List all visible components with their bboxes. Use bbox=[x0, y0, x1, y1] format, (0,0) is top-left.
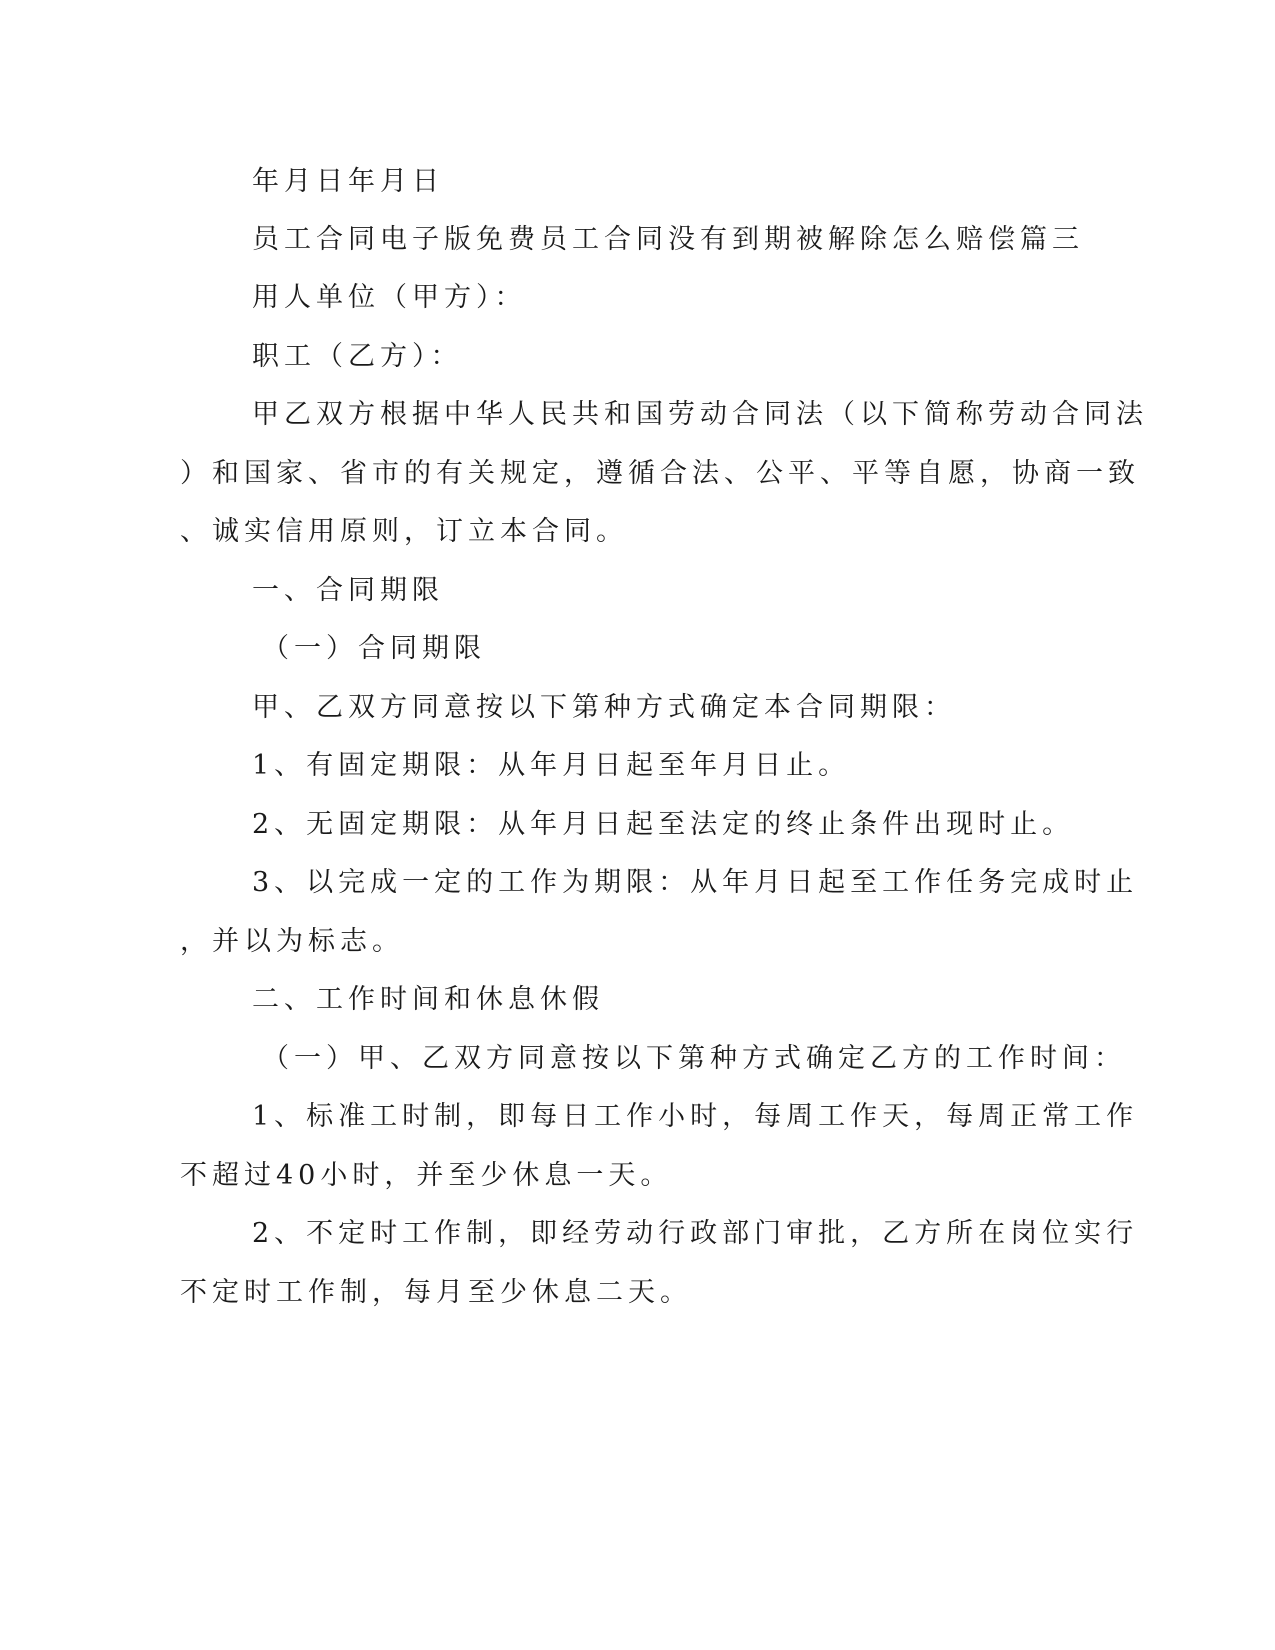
preamble-line-2: ）和国家、省市的有关规定，遵循合法、公平、平等自愿，协商一致 bbox=[180, 458, 1140, 489]
hours-option-1-line-1: 1、标准工时制，即每日工作小时，每周工作天，每周正常工作 bbox=[252, 1101, 1139, 1132]
document-title: 员工合同电子版免费员工合同没有到期被解除怎么赔偿篇三 bbox=[252, 224, 1084, 255]
term-option-2: 2、无固定期限：从年月日起至法定的终止条件出现时止。 bbox=[252, 809, 1075, 840]
employee-field-label: 职工（乙方）： bbox=[252, 341, 463, 372]
date-line: 年月日年月日 bbox=[252, 166, 444, 197]
term-option-3-line-1: 3、以完成一定的工作为期限：从年月日起至工作任务完成时止 bbox=[252, 867, 1139, 898]
term-option-3-line-2: ，并以为标志。 bbox=[180, 926, 404, 957]
subsection-heading-1-1: （一）合同期限 bbox=[262, 633, 486, 664]
preamble-line-3: 、诚实信用原则，订立本合同。 bbox=[180, 516, 628, 547]
term-option-1: 1、有固定期限：从年月日起至年月日止。 bbox=[252, 750, 851, 781]
hours-option-1-line-2: 不超过40小时，并至少休息一天。 bbox=[180, 1160, 673, 1191]
employer-field-label: 用人单位（甲方）： bbox=[252, 282, 527, 313]
section-heading-1: 一、合同期限 bbox=[252, 575, 444, 606]
hours-option-2-line-2: 不定时工作制，每月至少休息二天。 bbox=[180, 1277, 692, 1308]
section-heading-2: 二、工作时间和休息休假 bbox=[252, 984, 604, 1015]
subsection-heading-2-1: （一）甲、乙双方同意按以下第种方式确定乙方的工作时间： bbox=[262, 1043, 1126, 1074]
term-intro: 甲、乙双方同意按以下第种方式确定本合同期限： bbox=[252, 692, 956, 723]
preamble-line-1: 甲乙双方根据中华人民共和国劳动合同法（以下简称劳动合同法 bbox=[252, 399, 1148, 430]
hours-option-2-line-1: 2、不定时工作制，即经劳动行政部门审批，乙方所在岗位实行 bbox=[252, 1218, 1139, 1249]
